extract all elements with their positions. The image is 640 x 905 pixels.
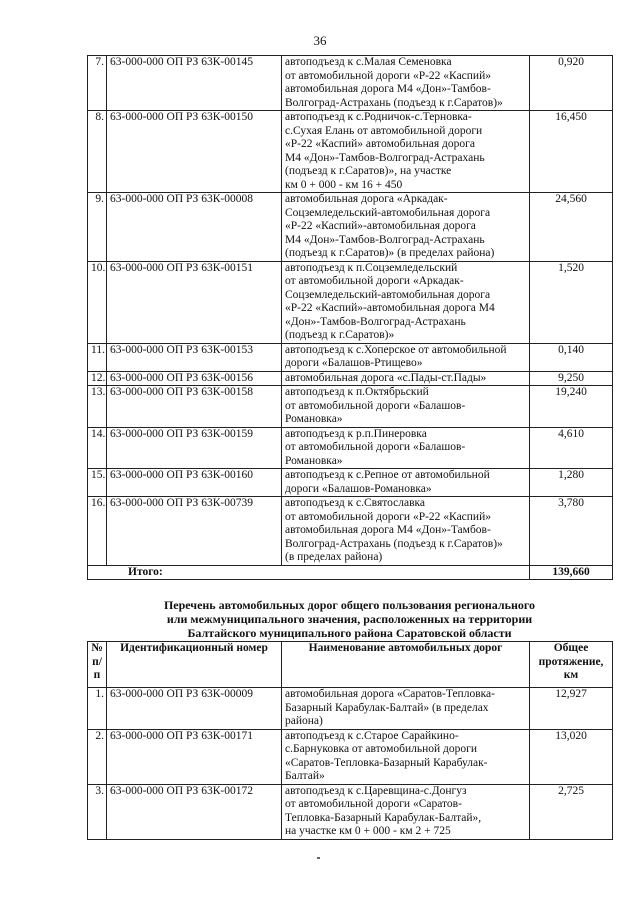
section-heading-line: Перечень автомобильных дорог общего пользования регионального [163,598,536,612]
road-name-line: «Р-22 «Каспий» автомобильная дорога [285,138,475,150]
table-header-row [88,642,613,688]
row-number: 10. [88,261,107,343]
table-row [88,688,613,730]
road-name-line: с.Сухая Елань от автомобильной дороги [285,124,483,137]
road-id: 63-000-000 ОП РЗ 63К-00150 [107,111,282,193]
header-num-line: п/п [92,655,102,681]
road-name [282,56,530,111]
road-name-line: от автомобильной дороги «Р-22 «Каспий» [285,510,491,523]
road-id: 63-000-000 ОП РЗ 63К-00156 [107,371,282,386]
road-length: 16,450 [530,111,613,193]
road-name-line: автомобильная дорога М4 «Дон»-Тамбов- [285,83,491,95]
road-name [282,261,530,343]
header-length-line: протяжение, [538,655,604,668]
road-name-line: автоподъезд к п.Соцземледельский [285,261,458,274]
road-name [282,371,530,386]
road-name-line: района) [285,715,323,727]
road-name-line: «Дон»-Тамбов-Волгоград-Астрахань [285,315,466,328]
road-name [282,193,530,262]
row-number: 3. [88,784,107,839]
total-value: 139,660 [530,565,613,580]
road-name [282,688,530,730]
baltay-roads-table [87,641,613,840]
table-row [88,111,613,193]
total-row [88,565,613,580]
road-id: 63-000-000 ОП РЗ 63К-00159 [107,427,282,469]
road-name-line: с.Барнуковка от автомобильной дороги [285,743,477,755]
road-name-line: автоподъезд к с.Малая Семеновка [285,56,452,68]
table-row [88,427,613,469]
section-heading-line: или межмуниципального значения, расположенных на территории [166,612,533,626]
road-name-line: автомобильная дорога «с.Пады-ст.Пады» [285,371,487,384]
road-name-line: М4 «Дон»-Тамбов-Волгоград-Астрахань [285,233,485,246]
road-id: 63-000-000 ОП РЗ 63К-00739 [107,497,282,566]
road-length: 1,280 [530,469,613,497]
table-row [88,497,613,566]
road-name-line: от автомобильной дороги «Саратов- [285,798,462,810]
road-name [282,386,530,428]
row-number: 9. [88,193,107,262]
road-name-line: от автомобильной дороги «Аркадак- [285,275,464,287]
road-name-line: «Р-22 «Каспий»-автомобильная дорога М4 [285,302,495,314]
road-length: 12,927 [530,688,613,730]
road-name-line: автомобильная дорога «Аркадак- [285,193,448,205]
road-name-line: автомобильная дорога «Саратов-Тепловка- [285,688,495,700]
road-name-line: М4 «Дон»-Тамбов-Волгоград-Астрахань [285,151,485,164]
table-row [88,386,613,428]
road-length: 0,920 [530,56,613,111]
road-name-line: от автомобильной дороги «Балашов- [285,399,466,412]
road-name-line: автоподъезд к с.Хоперское от автомобильной [285,343,507,356]
table-row [88,261,613,343]
road-name-line: от автомобильной дороги «Р-22 «Каспий» [285,69,491,82]
road-length: 3,780 [530,497,613,566]
road-name-line: автоподъезд к р.п.Пинеровка [285,427,427,440]
road-length: 24,560 [530,193,613,262]
road-length: 1,520 [530,261,613,343]
header-num [88,642,107,688]
road-name-line: (подъезд к г.Саратов)», на участке [285,165,452,177]
table-row [88,469,613,497]
section-heading [88,598,611,640]
table-row [88,343,613,371]
road-name-line: (в пределах района) [285,551,383,563]
road-id: 63-000-000 ОП РЗ 63К-00158 [107,386,282,428]
road-id: 63-000-000 ОП РЗ 63К-00153 [107,343,282,371]
row-number: 2. [88,729,107,784]
road-name [282,111,530,193]
roads-table-continued [87,55,613,580]
road-name-line: на участке км 0 + 000 - км 2 + 725 [285,825,451,837]
table-row [88,193,613,262]
row-number: 14. [88,427,107,469]
road-length: 0,140 [530,343,613,371]
road-name-line: Волгоград-Астрахань (подъезд к г.Саратов)» [285,537,503,550]
road-length: 9,250 [530,371,613,386]
road-name-line: км 0 + 000 - км 16 + 450 [285,178,403,191]
road-name [282,427,530,469]
row-number: 11. [88,343,107,371]
road-id: 63-000-000 ОП РЗ 63К-00145 [107,56,282,111]
row-number: 8. [88,111,107,193]
road-length: 4,610 [530,427,613,469]
table-row [88,729,613,784]
road-name-line: от автомобильной дороги «Балашов- [285,441,466,453]
row-number: 16. [88,497,107,566]
section-heading-line: Балтайского муниципального района Саратовской области [187,626,512,640]
road-name-line: дороги «Балашов-Романовка» [285,482,432,495]
total-label: Итого: [88,565,530,580]
header-id: Идентификационный номер [107,642,282,688]
road-length: 2,725 [530,784,613,839]
road-name-line: Соцземледельский-автомобильная дорога [285,288,491,301]
road-name [282,784,530,839]
road-id: 63-000-000 ОП РЗ 63К-00160 [107,469,282,497]
header-num-line: № [91,642,103,654]
road-id: 63-000-000 ОП РЗ 63К-00008 [107,193,282,262]
road-name-line: автоподъезд к с.Святославка [285,497,426,509]
road-name-line: автоподъезд к с.Репное от автомобильной [285,469,490,481]
row-number: 15. [88,469,107,497]
road-name-line: Тепловка-Базарный Карабулак-Балтай», [285,811,482,824]
table-row [88,371,613,386]
road-name-line: Соцземледельский-автомобильная дорога [285,206,491,219]
header-length-line: км [563,669,579,681]
table-row [88,56,613,111]
road-name-line: «Саратов-Тепловка-Базарный Карабулак- [285,756,488,769]
row-number: 7. [88,56,107,111]
road-name-line: автомобильная дорога М4 «Дон»-Тамбов- [285,524,491,536]
road-name-line: Базарный Карабулак-Балтай» (в пределах [285,701,489,714]
row-number: 13. [88,386,107,428]
road-name-line: «Р-22 «Каспий»-автомобильная дорога [285,220,476,232]
road-name-line: (подъезд к г.Саратов)» (в пределах района) [285,247,495,259]
table-row [88,784,613,839]
header-name: Наименование автомобильных дорог [282,642,530,688]
road-name-line: Романовка» [285,454,343,467]
road-id: 63-000-000 ОП РЗ 63К-00172 [107,784,282,839]
road-length: 19,240 [530,386,613,428]
road-name [282,469,530,497]
road-length: 13,020 [530,729,613,784]
road-name [282,497,530,566]
row-number: 12. [88,371,107,386]
road-name [282,729,530,784]
page-number: 36 [313,33,327,48]
road-name-line: (подъезд к г.Саратов)» [285,329,395,341]
header-length [530,642,613,688]
road-name-line: Романовка» [285,413,343,425]
road-name-line: автоподъезд к п.Октябрьский [285,386,429,398]
road-name-line: автоподъезд к с.Царевщина-с.Донгуз [285,784,467,797]
header-length-line: Общее [553,642,589,654]
road-id: 63-000-000 ОП РЗ 63К-00171 [107,729,282,784]
road-id: 63-000-000 ОП РЗ 63К-00151 [107,261,282,343]
road-name [282,343,530,371]
scan-speck [317,857,320,859]
road-name-line: Балтай» [285,770,325,782]
road-name-line: дороги «Балашов-Ртищево» [285,357,423,369]
row-number: 1. [88,688,107,730]
road-name-line: Волгоград-Астрахань (подъезд к г.Саратов)» [285,96,503,109]
road-id: 63-000-000 ОП РЗ 63К-00009 [107,688,282,730]
road-name-line: автоподъезд к с.Старое Сарайкино- [285,729,459,742]
road-name-line: автоподъезд к с.Родничок-с.Терновка- [285,111,472,123]
